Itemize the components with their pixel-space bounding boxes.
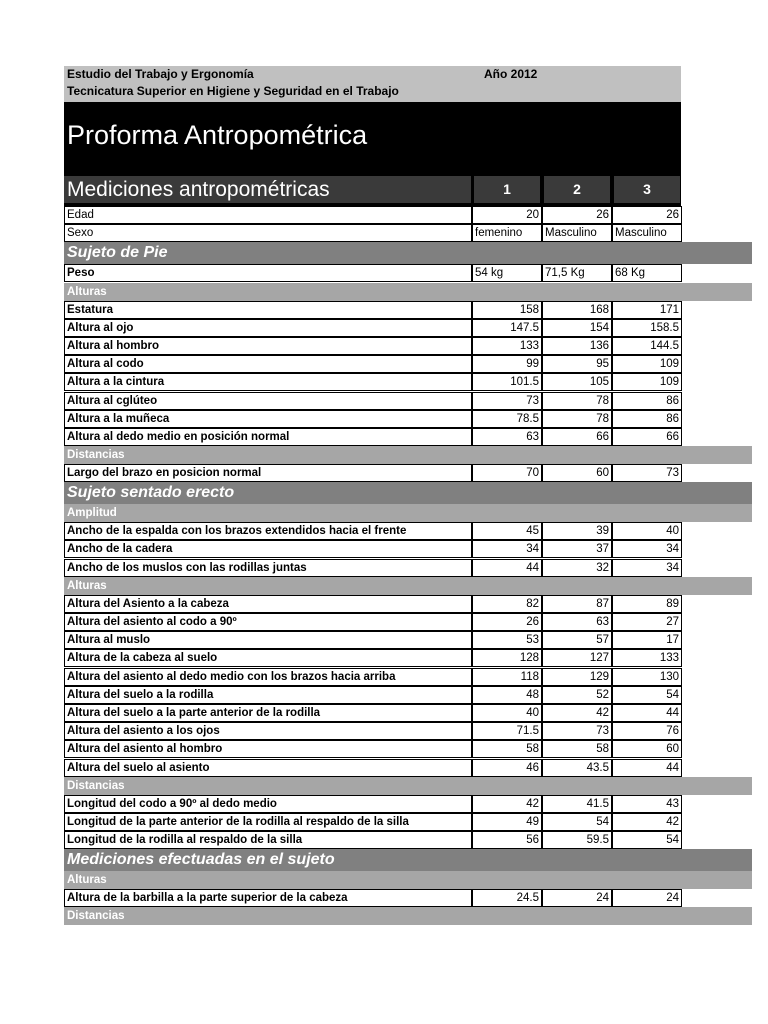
table-row bbox=[64, 686, 752, 704]
cell-subject-3[interactable]: 54 bbox=[612, 686, 682, 704]
cell-subject-1[interactable]: 54 kg bbox=[472, 264, 542, 282]
table-row bbox=[64, 631, 752, 649]
measurements-header-label: Mediciones antropométricas bbox=[64, 176, 471, 203]
table-row bbox=[64, 595, 752, 613]
row-label: Altura de la barbilla a la parte superior de la cabeza bbox=[64, 889, 472, 907]
column-header-1: 1 bbox=[474, 176, 540, 203]
cell-subject-1[interactable]: 70 bbox=[472, 464, 542, 482]
cell-subject-2[interactable]: 73 bbox=[542, 722, 612, 740]
cell-subject-2[interactable]: 78 bbox=[542, 410, 612, 428]
table-row bbox=[64, 831, 752, 849]
table-row bbox=[64, 428, 752, 446]
table-row bbox=[64, 668, 752, 686]
subsection-heading: Distancias bbox=[64, 777, 752, 795]
document-header bbox=[64, 66, 681, 102]
cell-subject-3[interactable]: 86 bbox=[612, 410, 682, 428]
cell-subject-2[interactable]: 58 bbox=[542, 740, 612, 758]
cell-subject-3[interactable]: 76 bbox=[612, 722, 682, 740]
cell-subject-2[interactable]: 154 bbox=[542, 319, 612, 337]
cell-subject-2[interactable]: 71,5 Kg bbox=[542, 264, 612, 282]
subsection-heading: Distancias bbox=[64, 446, 752, 464]
section-heading: Mediciones efectuadas en el sujeto bbox=[64, 849, 752, 871]
cell-subject-1[interactable]: 40 bbox=[472, 704, 542, 722]
table-row bbox=[64, 522, 752, 540]
cell-subject-3[interactable]: 158.5 bbox=[612, 319, 682, 337]
program-name: Tecnicatura Superior en Higiene y Seguridad en el Trabajo bbox=[67, 84, 399, 98]
cell-subject-3[interactable]: 144.5 bbox=[612, 337, 682, 355]
cell-subject-1[interactable]: 158 bbox=[472, 301, 542, 319]
row-label: Longitud de la parte anterior de la rodilla al respaldo de la silla bbox=[64, 813, 472, 831]
table-row bbox=[64, 540, 752, 558]
cell-subject-3[interactable]: 44 bbox=[612, 704, 682, 722]
subsection-heading: Distancias bbox=[64, 907, 752, 925]
row-label: Altura del Asiento a la cabeza bbox=[64, 595, 472, 613]
cell-subject-2[interactable]: 32 bbox=[542, 559, 612, 577]
cell-subject-2[interactable]: 78 bbox=[542, 392, 612, 410]
cell-subject-2[interactable]: 129 bbox=[542, 668, 612, 686]
row-label: Altura de la cabeza al suelo bbox=[64, 649, 472, 667]
row-label: Longitud de la rodilla al respaldo de la silla bbox=[64, 831, 472, 849]
cell-subject-2[interactable]: 39 bbox=[542, 522, 612, 540]
cell-subject-3[interactable]: 40 bbox=[612, 522, 682, 540]
row-label: Altura del suelo al asiento bbox=[64, 759, 472, 777]
table-row bbox=[64, 301, 752, 319]
cell-subject-3[interactable]: 34 bbox=[612, 540, 682, 558]
cell-subject-3[interactable]: 34 bbox=[612, 559, 682, 577]
cell-subject-1[interactable]: 45 bbox=[472, 522, 542, 540]
cell-subject-3[interactable]: 89 bbox=[612, 595, 682, 613]
cell-subject-1[interactable]: 53 bbox=[472, 631, 542, 649]
table-row bbox=[64, 613, 752, 631]
cell-subject-1[interactable]: 71.5 bbox=[472, 722, 542, 740]
cell-subject-2[interactable]: 26 bbox=[542, 206, 612, 224]
table-row bbox=[64, 813, 752, 831]
row-label: Altura del asiento al dedo medio con los brazos hacia arriba bbox=[64, 668, 472, 686]
table-row bbox=[64, 373, 752, 391]
cell-subject-3[interactable]: 171 bbox=[612, 301, 682, 319]
course-name: Estudio del Trabajo y Ergonomía bbox=[67, 67, 254, 81]
year-label: Año 2012 bbox=[484, 67, 538, 81]
row-label: Estatura bbox=[64, 301, 472, 319]
cell-subject-3[interactable]: 86 bbox=[612, 392, 682, 410]
row-label: Altura del suelo a la parte anterior de la rodilla bbox=[64, 704, 472, 722]
cell-subject-2[interactable]: 54 bbox=[542, 813, 612, 831]
row-label: Ancho de los muslos con las rodillas juntas bbox=[64, 559, 472, 577]
cell-subject-1[interactable]: 34 bbox=[472, 540, 542, 558]
table-row bbox=[64, 410, 752, 428]
cell-subject-2[interactable]: Masculino bbox=[542, 224, 612, 242]
cell-subject-1[interactable]: 99 bbox=[472, 355, 542, 373]
section-heading: Sujeto de Pie bbox=[64, 242, 752, 264]
cell-subject-1[interactable]: 58 bbox=[472, 740, 542, 758]
cell-subject-3[interactable]: 42 bbox=[612, 813, 682, 831]
row-label: Altura al codo bbox=[64, 355, 472, 373]
cell-subject-3[interactable]: 17 bbox=[612, 631, 682, 649]
cell-subject-1[interactable]: 49 bbox=[472, 813, 542, 831]
table-row bbox=[64, 759, 752, 777]
row-label: Altura al muslo bbox=[64, 631, 472, 649]
cell-subject-3[interactable]: Masculino bbox=[612, 224, 682, 242]
cell-subject-1[interactable]: 42 bbox=[472, 795, 542, 813]
table-row bbox=[64, 649, 752, 667]
cell-subject-3[interactable]: 54 bbox=[612, 831, 682, 849]
table-row bbox=[64, 464, 752, 482]
cell-subject-2[interactable]: 127 bbox=[542, 649, 612, 667]
cell-subject-2[interactable]: 87 bbox=[542, 595, 612, 613]
subsection-heading: Amplitud bbox=[64, 504, 752, 522]
subsection-heading: Alturas bbox=[64, 577, 752, 595]
subsection-heading: Alturas bbox=[64, 283, 752, 301]
cell-subject-3[interactable]: 60 bbox=[612, 740, 682, 758]
table-row bbox=[64, 206, 752, 224]
table-row bbox=[64, 355, 752, 373]
table-row bbox=[64, 319, 752, 337]
cell-subject-1[interactable]: 63 bbox=[472, 428, 542, 446]
table-row bbox=[64, 889, 752, 907]
cell-subject-2[interactable]: 66 bbox=[542, 428, 612, 446]
cell-subject-1[interactable]: 147.5 bbox=[472, 319, 542, 337]
row-label: Altura al dedo medio en posición normal bbox=[64, 428, 472, 446]
row-label: Sexo bbox=[64, 224, 472, 242]
cell-subject-3[interactable]: 26 bbox=[612, 206, 682, 224]
cell-subject-1[interactable]: 24.5 bbox=[472, 889, 542, 907]
cell-subject-1[interactable]: femenino bbox=[472, 224, 542, 242]
column-header-3: 3 bbox=[614, 176, 680, 203]
measurement-rows bbox=[64, 206, 752, 925]
row-label: Edad bbox=[64, 206, 472, 224]
cell-subject-2[interactable]: 52 bbox=[542, 686, 612, 704]
cell-subject-1[interactable]: 133 bbox=[472, 337, 542, 355]
row-label: Altura del asiento al hombro bbox=[64, 740, 472, 758]
cell-subject-1[interactable]: 78.5 bbox=[472, 410, 542, 428]
row-label: Longitud del codo a 90º al dedo medio bbox=[64, 795, 472, 813]
section-heading: Sujeto sentado erecto bbox=[64, 482, 752, 504]
cell-subject-2[interactable]: 43.5 bbox=[542, 759, 612, 777]
cell-subject-3[interactable]: 109 bbox=[612, 355, 682, 373]
page-title: Proforma Antropométrica bbox=[67, 120, 368, 150]
cell-subject-2[interactable]: 168 bbox=[542, 301, 612, 319]
table-row bbox=[64, 392, 752, 410]
cell-subject-2[interactable]: 60 bbox=[542, 464, 612, 482]
row-label: Altura al ojo bbox=[64, 319, 472, 337]
cell-subject-1[interactable]: 26 bbox=[472, 613, 542, 631]
table-row bbox=[64, 795, 752, 813]
cell-subject-3[interactable]: 27 bbox=[612, 613, 682, 631]
row-label: Altura a la muñeca bbox=[64, 410, 472, 428]
cell-subject-3[interactable]: 66 bbox=[612, 428, 682, 446]
cell-subject-1[interactable]: 56 bbox=[472, 831, 542, 849]
measurements-header bbox=[64, 173, 681, 206]
row-label: Altura del suelo a la rodilla bbox=[64, 686, 472, 704]
cell-subject-2[interactable]: 63 bbox=[542, 613, 612, 631]
cell-subject-1[interactable]: 101.5 bbox=[472, 373, 542, 391]
cell-subject-1[interactable]: 44 bbox=[472, 559, 542, 577]
title-banner bbox=[64, 102, 681, 173]
column-header-2: 2 bbox=[544, 176, 610, 203]
table-row bbox=[64, 264, 752, 282]
cell-subject-1[interactable]: 82 bbox=[472, 595, 542, 613]
row-label: Altura al cglúteo bbox=[64, 392, 472, 410]
row-label: Altura a la cintura bbox=[64, 373, 472, 391]
table-row bbox=[64, 224, 752, 242]
cell-subject-1[interactable]: 48 bbox=[472, 686, 542, 704]
cell-subject-2[interactable]: 42 bbox=[542, 704, 612, 722]
row-label: Altura al hombro bbox=[64, 337, 472, 355]
row-label: Ancho de la espalda con los brazos extendidos hacia el frente bbox=[64, 522, 472, 540]
cell-subject-2[interactable]: 24 bbox=[542, 889, 612, 907]
subsection-heading: Alturas bbox=[64, 871, 752, 889]
cell-subject-2[interactable]: 105 bbox=[542, 373, 612, 391]
cell-subject-2[interactable]: 59.5 bbox=[542, 831, 612, 849]
row-label: Altura del asiento a los ojos bbox=[64, 722, 472, 740]
cell-subject-1[interactable]: 46 bbox=[472, 759, 542, 777]
cell-subject-3[interactable]: 109 bbox=[612, 373, 682, 391]
cell-subject-3[interactable]: 24 bbox=[612, 889, 682, 907]
row-label: Ancho de la cadera bbox=[64, 540, 472, 558]
row-label: Peso bbox=[64, 264, 472, 282]
table-row bbox=[64, 704, 752, 722]
cell-subject-2[interactable]: 41.5 bbox=[542, 795, 612, 813]
table-row bbox=[64, 559, 752, 577]
cell-subject-1[interactable]: 73 bbox=[472, 392, 542, 410]
cell-subject-1[interactable]: 128 bbox=[472, 649, 542, 667]
cell-subject-3[interactable]: 130 bbox=[612, 668, 682, 686]
cell-subject-3[interactable]: 68 Kg bbox=[612, 264, 682, 282]
cell-subject-2[interactable]: 57 bbox=[542, 631, 612, 649]
cell-subject-2[interactable]: 37 bbox=[542, 540, 612, 558]
row-label: Altura del asiento al codo a 90º bbox=[64, 613, 472, 631]
cell-subject-3[interactable]: 133 bbox=[612, 649, 682, 667]
cell-subject-1[interactable]: 118 bbox=[472, 668, 542, 686]
row-label: Largo del brazo en posicion normal bbox=[64, 464, 472, 482]
table-row bbox=[64, 740, 752, 758]
table-row bbox=[64, 722, 752, 740]
cell-subject-3[interactable]: 43 bbox=[612, 795, 682, 813]
cell-subject-2[interactable]: 136 bbox=[542, 337, 612, 355]
cell-subject-2[interactable]: 95 bbox=[542, 355, 612, 373]
table-row bbox=[64, 337, 752, 355]
cell-subject-3[interactable]: 73 bbox=[612, 464, 682, 482]
cell-subject-1[interactable]: 20 bbox=[472, 206, 542, 224]
cell-subject-3[interactable]: 44 bbox=[612, 759, 682, 777]
